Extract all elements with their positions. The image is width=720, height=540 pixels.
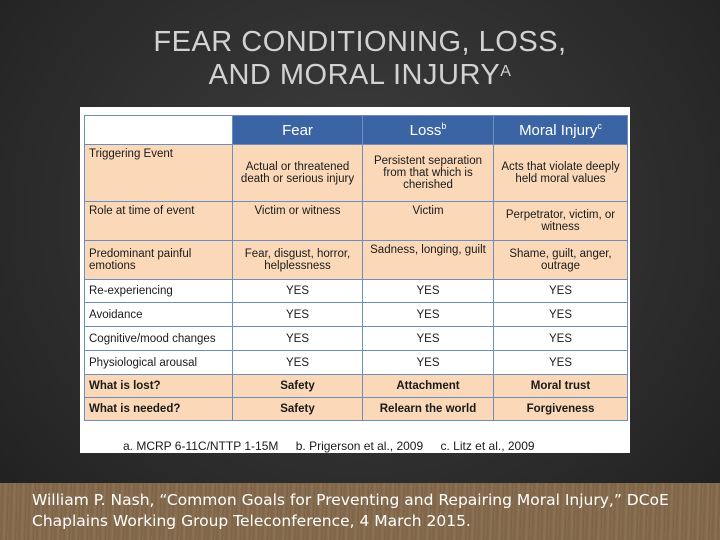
- table-cell: YES: [233, 280, 363, 303]
- footnote-c: c. Litz et al., 2009: [440, 439, 535, 453]
- table-header-row: [85, 116, 628, 145]
- header-text: Moral Injury: [519, 122, 598, 139]
- table-cell: Forgiveness: [494, 398, 628, 421]
- table-row: [85, 303, 628, 327]
- table-cell: Safety: [233, 375, 363, 398]
- row-label: Physiological arousal: [85, 351, 233, 375]
- citation-text: [32, 490, 712, 532]
- citation-line1: William P. Nash, “Common Goals for Preventing and Repairing Moral Injury,” DCoE: [32, 491, 669, 509]
- table-footnotes: [123, 439, 549, 453]
- footnote-a: a. MCRP 6-11C/NTTP 1-15M: [123, 439, 279, 453]
- slide-title: [0, 26, 720, 92]
- table-cell: YES: [494, 351, 628, 375]
- table-header-loss: [363, 116, 494, 145]
- table-cell: Victim or witness: [233, 202, 363, 241]
- slide-title-line2: [0, 59, 720, 92]
- table-row: [85, 280, 628, 303]
- row-label: Cognitive/mood changes: [85, 327, 233, 351]
- footnote-b: b. Prigerson et al., 2009: [295, 439, 424, 453]
- table-cell: Moral trust: [494, 375, 628, 398]
- table-cell: Safety: [233, 398, 363, 421]
- table-cell: Persistent separation from that which is cherished: [363, 145, 494, 202]
- table-cell: YES: [233, 303, 363, 327]
- table-cell: Shame, guilt, anger, outrage: [494, 241, 628, 280]
- slide-title-line1: FEAR CONDITIONING, LOSS,: [153, 26, 567, 58]
- table-cell: Acts that violate deeply held moral values: [494, 145, 628, 202]
- table-cell: Relearn the world: [363, 398, 494, 421]
- slide-title-superscript: A: [500, 63, 512, 80]
- comparison-table-figure: [80, 107, 630, 453]
- table-cell: YES: [363, 303, 494, 327]
- header-text: Loss: [409, 122, 442, 139]
- table-cell: YES: [494, 303, 628, 327]
- citation-banner: [0, 483, 720, 540]
- table-row: [85, 375, 628, 398]
- row-label: Avoidance: [85, 303, 233, 327]
- row-label: Triggering Event: [85, 145, 233, 202]
- table-header-blank: [85, 116, 233, 145]
- table-cell: YES: [233, 327, 363, 351]
- table-header-fear: [233, 116, 363, 145]
- citation-line2: Chaplains Working Group Teleconference, 4 March 2015.: [32, 512, 471, 530]
- slide-title-line2-text: AND MORAL INJURY: [208, 59, 501, 91]
- row-label: Role at time of event: [85, 202, 233, 241]
- table-row: [85, 327, 628, 351]
- table-header-moral-injury: [494, 116, 628, 145]
- table-cell: YES: [233, 351, 363, 375]
- table-cell: YES: [363, 280, 494, 303]
- table-cell: Sadness, longing, guilt: [363, 241, 494, 280]
- header-sup: c: [597, 121, 602, 131]
- table-cell: Actual or threatened death or serious injury: [233, 145, 363, 202]
- header-text: Fear: [282, 122, 313, 139]
- table-row: [85, 351, 628, 375]
- table-cell: Fear, disgust, horror, helplessness: [233, 241, 363, 280]
- table-row: [85, 202, 628, 241]
- table-row: [85, 241, 628, 280]
- row-label: Predominant painful emotions: [85, 241, 233, 280]
- table-cell: YES: [494, 327, 628, 351]
- row-label: What is lost?: [85, 375, 233, 398]
- header-sup: b: [441, 121, 447, 131]
- comparison-table: [84, 115, 628, 421]
- row-label: Re-experiencing: [85, 280, 233, 303]
- table-cell: Perpetrator, victim, or witness: [494, 202, 628, 241]
- table-cell: YES: [363, 327, 494, 351]
- table-cell: Victim: [363, 202, 494, 241]
- table-cell: YES: [363, 351, 494, 375]
- table-row: [85, 145, 628, 202]
- row-label: What is needed?: [85, 398, 233, 421]
- table-row: [85, 398, 628, 421]
- table-cell: YES: [494, 280, 628, 303]
- table-cell: Attachment: [363, 375, 494, 398]
